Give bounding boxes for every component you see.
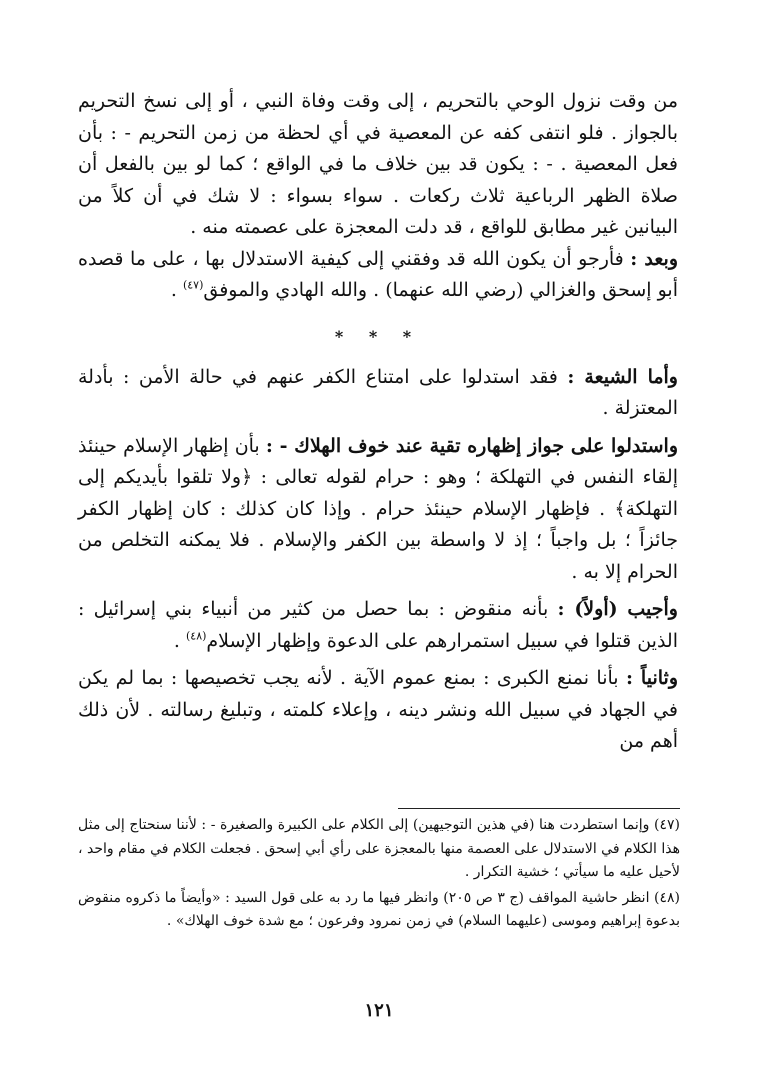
paragraph-end: . [173,629,186,652]
paragraph-text: بأنه منقوض : بما حصل من كثير من أنبياء بني إسرائيل : الذين قتلوا في سبيل استمرارهم على الدعوة وإظهار الإسلام [78,598,678,652]
footnote: (٤٨) انظر حاشية المواقف (ج ٣ ص ٢٠٥) وانظر فيها ما رد به على قول السيد : «وأيضاً ما ذكروه منقوض بدعوة إبراهيم وموسى (عليهما السلام) في زمن نمرود وفرعون ؛ مع شدة خوف الهلاك» . [78,889,680,929]
paragraph-lead: واستدلوا على جواز إظهاره تقية عند خوف الهلاك - : [265,434,678,457]
paragraph [78,362,678,425]
paragraph-lead: وأجيب (أولاً) : [557,598,678,620]
paragraph-lead: وبعد : [630,247,678,270]
footnote: (٤٧) وإنما استطردت هنا (في هذين التوجيهين) إلى الكلام على الكبيرة والصغيرة - : لأننا سنحتاج إلى مثل هذا الكلام في الاستدلال على العصمة منها بالمعجزة على رأي أبي إسحق . فجعلت الكلام في مقام واحد ، لأحيل عليه ما سيأتي ؛ خشية التكرار . [78,817,680,880]
paragraph [78,594,678,657]
paragraph-text: فأرجو أن يكون الله قد وفقني إلى كيفية الاستدلال بها ، على ما قصده أبو إسحق والغزالي (رضي الله عنهما) . والله الهادي والموفق [78,247,678,301]
paragraph-text: بأن إظهار الإسلام حينئذ إلقاء النفس في التهلكة ؛ وهو : حرام لقوله تعالى : ﴿ولا تلقوا بأيديكم إلى التهلكة﴾ . فإظهار الإسلام حينئذ حرام . وإذا كان كذلك : كان إظهار الكفر جائزاً ؛ بل واجباً ؛ إذ لا واسطة بين الكفر والإسلام . فلا يمكنه التخلص من الحرام إلا به . [78,434,678,583]
page-number: ١٢١ [364,1000,394,1021]
paragraph-lead: وثانياً : [625,667,678,689]
footnote-divider [398,808,680,809]
footnote-ref[interactable]: (٤٨) [186,629,207,643]
paragraph-end: . [170,279,183,301]
paragraph-text: بأنا نمنع الكبرى : بمنع عموم الآية . لأنه يجب تخصيصها : بما لم يكن في الجهاد في سبيل الله ونشر دينه ، وإعلاء كلمته ، وتبليغ رسالته . لأن ذلك أهم من [78,667,678,752]
paragraph-lead: وأما الشيعة : [567,365,678,388]
paragraph [78,244,678,307]
paragraph: من وقت نزول الوحي بالتحريم ، إلى وقت وفاة النبي ، أو إلى نسخ التحريم بالجواز . فلو انتفى كفه عن المعصية في أي لحظة من زمن التحريم - : بأن فعل المعصية . - : يكون قد بين خلاف ما في الواقع ؛ كما لو بين بالفعل أن صلاة الظهر الرباعية ثلاث ركعات . سواء بسواء : لا شك في أن كلاً من البيانين غير مطابق للواقع ، قد دلت المعجزة على عصمته منه . [78,90,678,238]
paragraph [78,663,678,758]
main-text [78,86,678,758]
footnote-ref[interactable]: (٤٧) [182,278,204,292]
paragraph [78,431,678,589]
footnotes [78,814,680,934]
section-separator: * * * [334,326,422,346]
paragraph-text: فقد استدلوا على امتناع الكفر عنهم في حالة الأمن : بأدلة المعتزلة . [78,365,678,419]
